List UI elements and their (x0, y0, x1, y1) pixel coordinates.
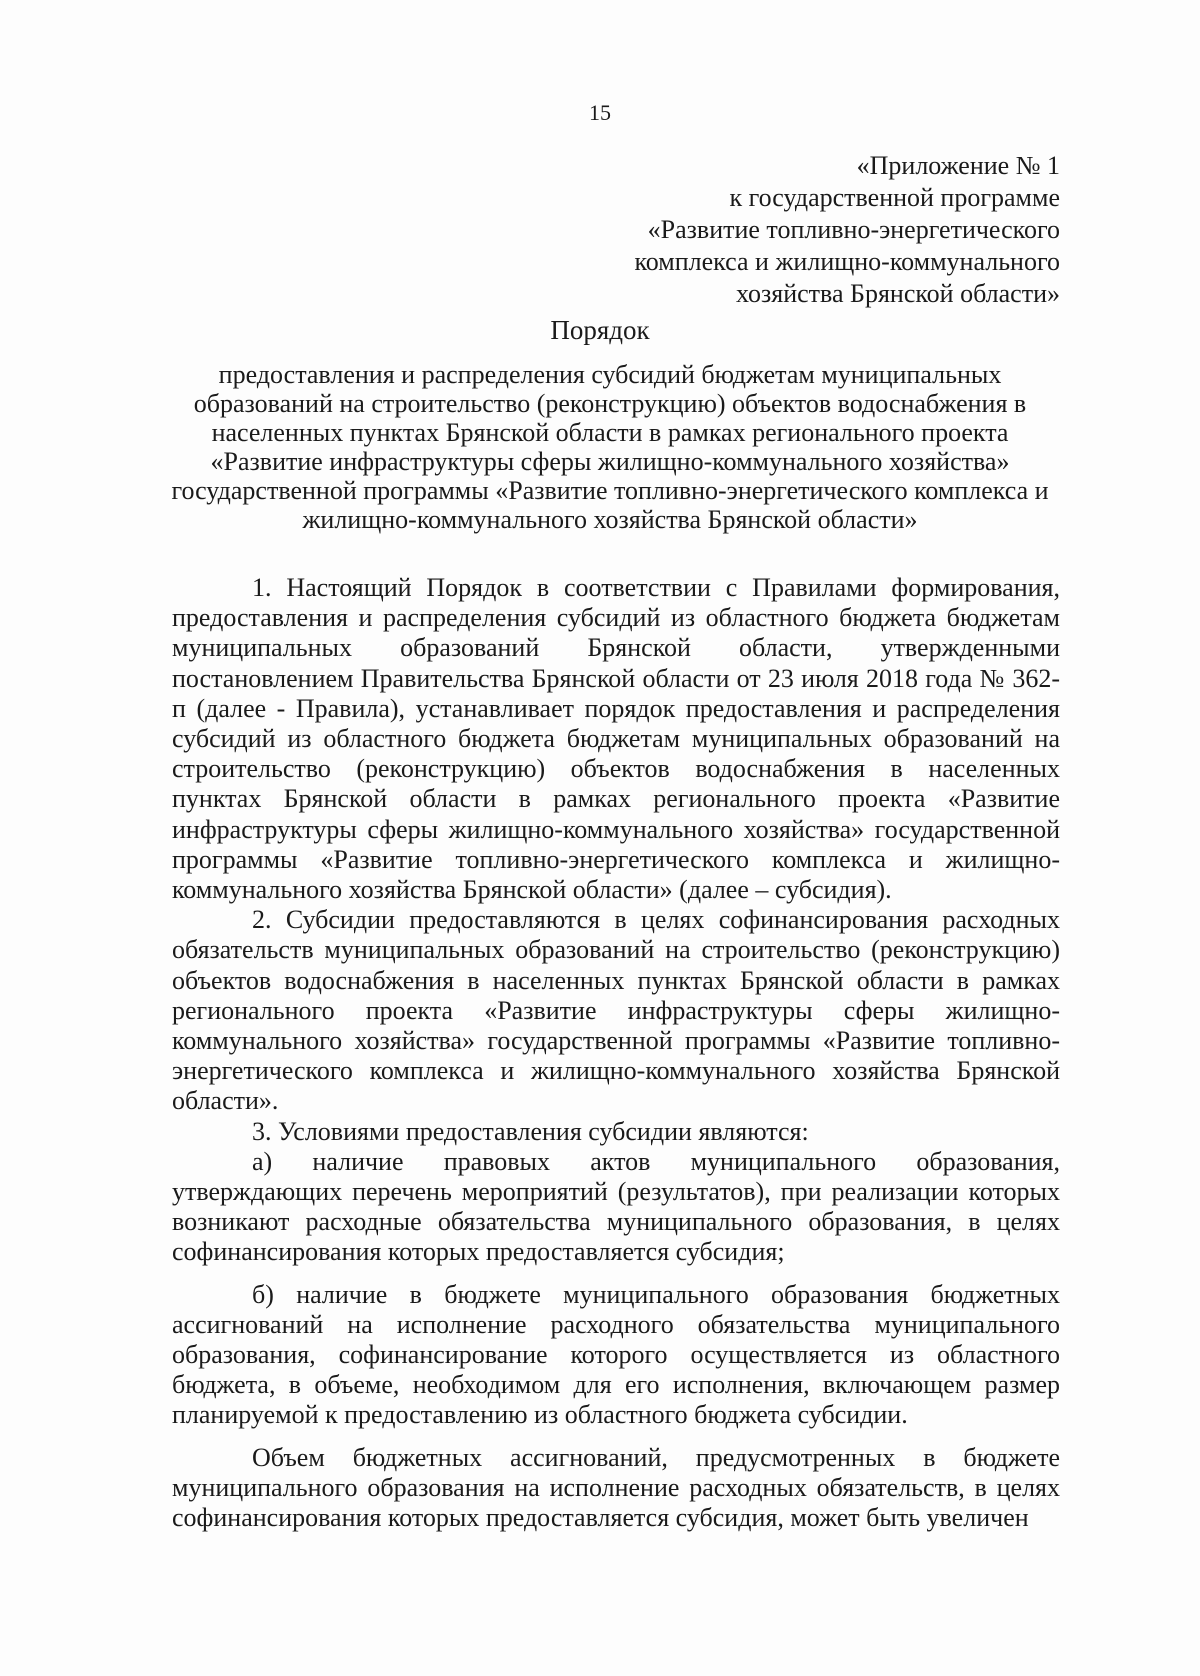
paragraph-3b: б) наличие в бюджете муниципального образования бюджетных ассигнований на исполнение расходного обязательства муниципального образования, софинансирование которого осуществляется из областного бюджета, в объеме, необходимом для его исполнения, включающем размер планируемой к предоставлению из областного бюджета субсидии. (172, 1279, 1060, 1430)
paragraph-2: 2. Субсидии предоставляются в целях софинансирования расходных обязательств муниципальных образований на строительство (реконструкцию) объектов водоснабжения в населенных пунктах Брянской области в рамках регионального проекта «Развитие инфраструктуры сферы жилищно-коммунального хозяйства» государственной программы «Развитие топливно-энергетического комплекса и жилищно-коммунального хозяйства Брянской области». (172, 905, 1060, 1116)
paragraph-3: 3. Условиями предоставления субсидии являются: (252, 1116, 809, 1146)
appendix-line: к государственной программе (729, 183, 1060, 212)
appendix-header (460, 150, 1060, 310)
document-title: Порядок (550, 315, 650, 345)
document-subtitle: предоставления и распределения субсидий бюджетам муниципальных образований на строительство (реконструкцию) объектов водоснабжения в населенных пунктах Брянской области в рамках регионального проекта «Развитие инфраструктуры сферы жилищно-коммунального хозяйства» государственной программы «Развитие топливно-энергетического комплекса и жилищно-коммунального хозяйства Брянской области» (171, 360, 1049, 534)
appendix-line: комплекса и жилищно-коммунального (634, 247, 1060, 276)
paragraph-4: Объем бюджетных ассигнований, предусмотренных в бюджете муниципального образования на исполнение расходных обязательств, в целях софинансирования которых предоставляется субсидия, может быть увеличен (172, 1442, 1060, 1533)
paragraph-3a: а) наличие правовых актов муниципального образования, утверждающих перечень мероприятий (результатов), при реализации которых возникают расходные обязательства муниципального образования, в целях софинансирования которых предоставляется субсидия; (172, 1146, 1060, 1267)
page-number: 15 (589, 100, 611, 125)
paragraph-1: 1. Настоящий Порядок в соответствии с Правилами формирования, предоставления и распределения субсидий из областного бюджета бюджетам муниципальных образований Брянской области, утвержденными постановлением Правительства Брянской области от 23 июля 2018 года № 362-п (далее - Правила), устанавливает порядок предоставления и распределения субсидий из областного бюджета бюджетам муниципальных образований на строительство (реконструкцию) объектов водоснабжения в населенных пунктах Брянской области в рамках регионального проекта «Развитие инфраструктуры сферы жилищно-коммунального хозяйства» государственной программы «Развитие топливно-энергетического комплекса и жилищно-коммунального хозяйства Брянской области» (далее – субсидия). (172, 573, 1060, 905)
document-body (172, 573, 1060, 1533)
appendix-line: «Развитие топливно-энергетического (647, 215, 1060, 244)
appendix-line: хозяйства Брянской области» (735, 279, 1060, 308)
appendix-line: «Приложение № 1 (856, 151, 1060, 180)
